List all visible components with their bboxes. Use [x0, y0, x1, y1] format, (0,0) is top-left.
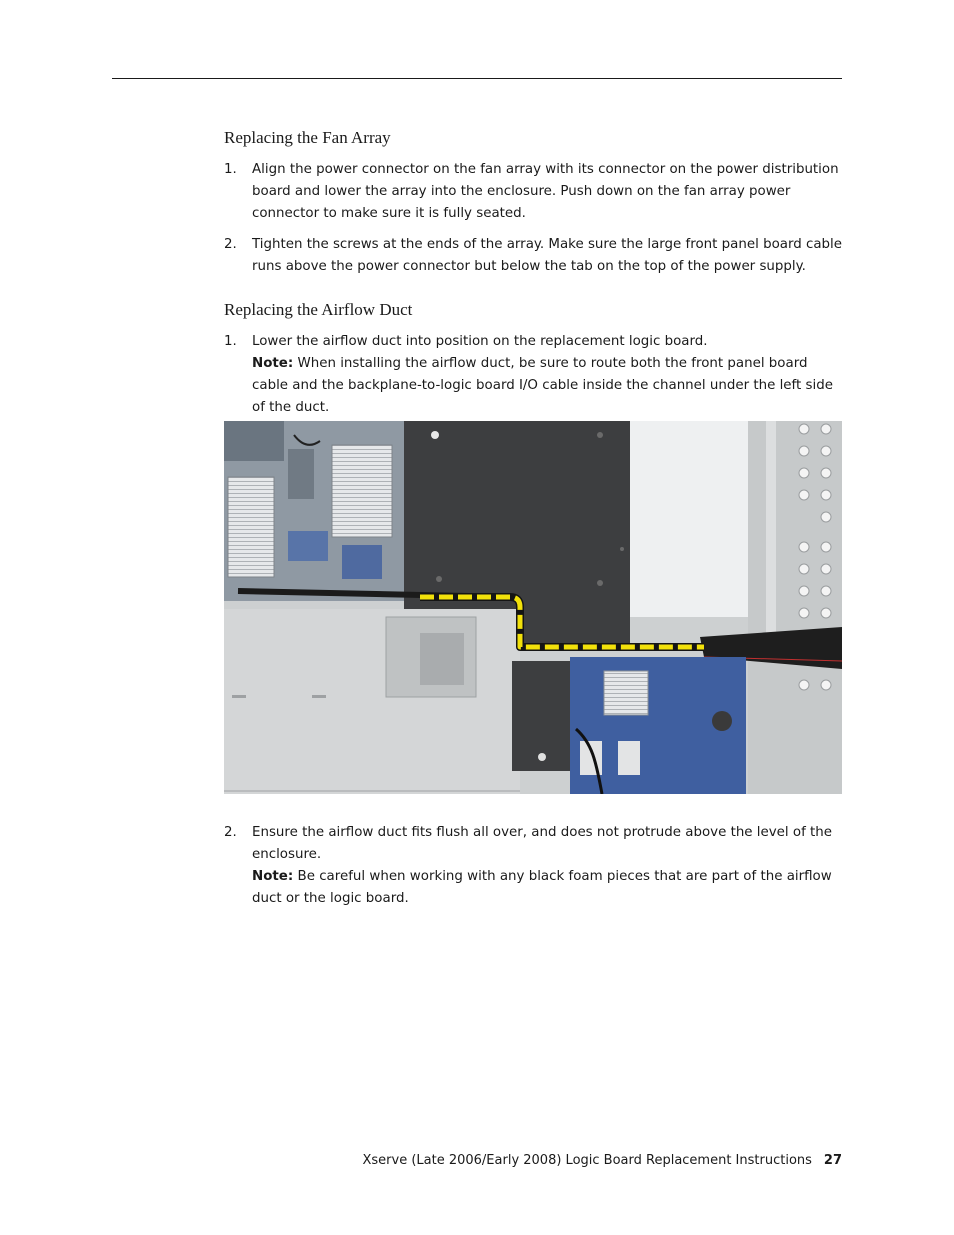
note-text: Be careful when working with any black foam pieces that are part of the airflow duct or the logic board.	[252, 869, 832, 906]
note-text: When installing the airflow duct, be sure to route both the front panel board cable and the backplane-to-logic board I/O cable inside the channel under the left side of the duct.	[252, 356, 833, 415]
airflow-duct-step-1	[224, 331, 844, 419]
fan-array-step-1	[224, 159, 844, 225]
step-text: Ensure the airflow duct fits flush all over, and does not protrude above the level of the enclosure.	[252, 825, 833, 862]
section-heading-airflow-duct: Replacing the Airflow Duct	[224, 300, 413, 319]
note-label: Note:	[252, 869, 294, 884]
section-heading-fan-array: Replacing the Fan Array	[224, 128, 391, 147]
header-rule	[112, 78, 842, 79]
page-footer	[362, 1153, 842, 1168]
step-number: 1.	[224, 334, 237, 349]
step-number: 2.	[224, 825, 237, 840]
step-number: 1.	[224, 162, 237, 177]
document-title: Xserve (Late 2006/Early 2008) Logic Board Replacement Instructions	[362, 1153, 812, 1168]
logic-board-photo	[224, 421, 842, 794]
page-number: 27	[823, 1153, 842, 1168]
step-text: Tighten the screws at the ends of the array. Make sure the large front panel board cable runs above the power connector but below the tab on the top of the power supply.	[252, 237, 843, 274]
airflow-duct-step-2	[224, 822, 844, 910]
note-label: Note:	[252, 356, 294, 371]
step-number: 2.	[224, 237, 237, 252]
step-text: Align the power connector on the fan array with its connector on the power distribution board and lower the array into the enclosure. Push down on the fan array power connector to make sure it is fully seated.	[252, 162, 839, 221]
step-text: Lower the airflow duct into position on the replacement logic board.	[252, 334, 708, 349]
step-note	[252, 353, 844, 419]
step-note	[252, 866, 844, 910]
fan-array-step-2	[224, 234, 844, 278]
photo-illustration	[224, 421, 842, 794]
